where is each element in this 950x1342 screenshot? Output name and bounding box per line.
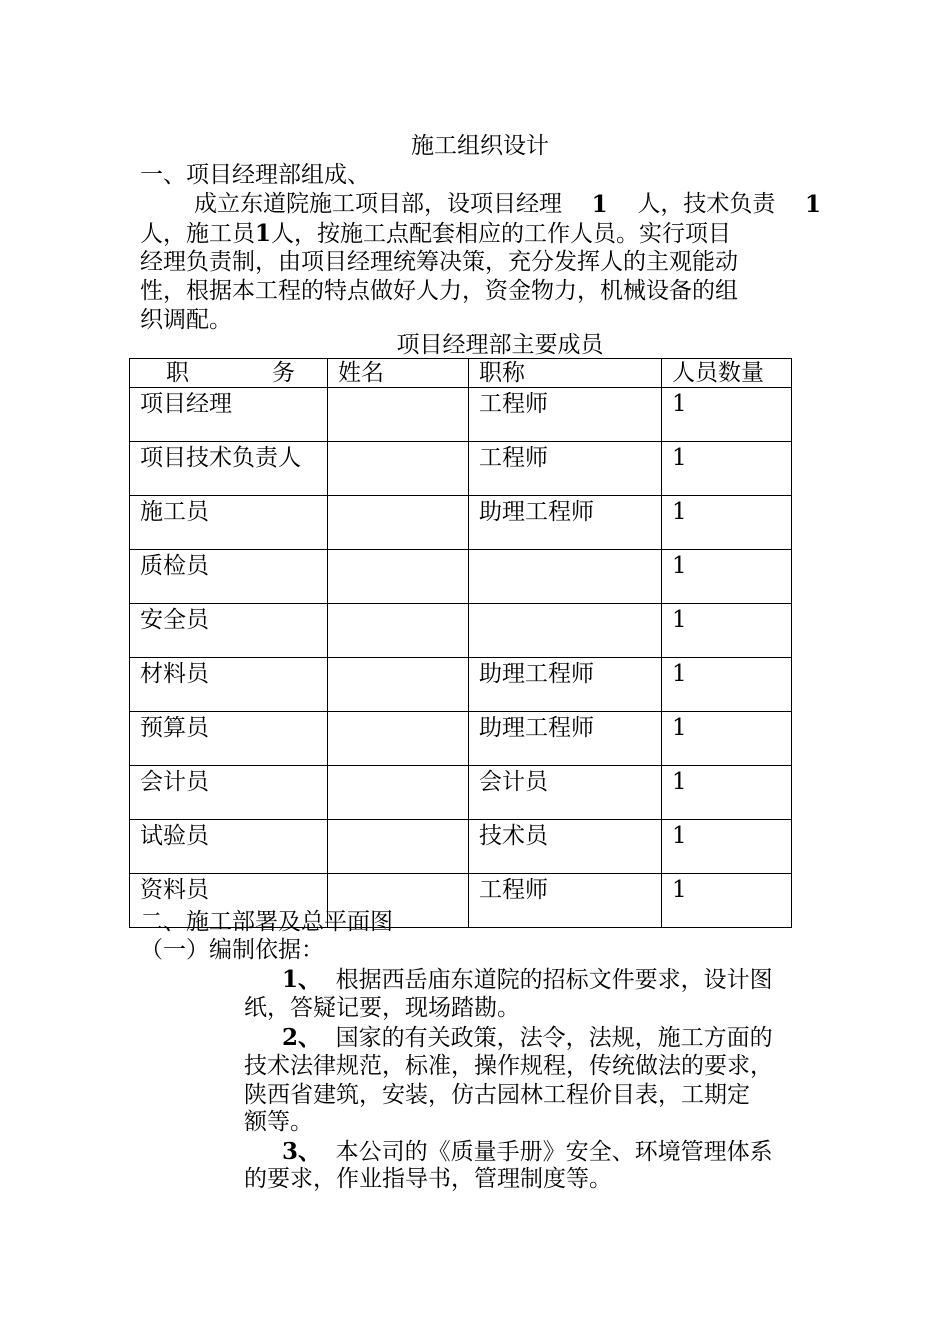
cell-count: 1: [662, 442, 792, 496]
table-row: [130, 442, 792, 496]
cell-name: [328, 550, 469, 604]
cell-position: 会计员: [130, 766, 328, 820]
item-number: 2、: [282, 1024, 322, 1051]
basis-item-2-line3: 陕西省建筑，安装，仿古园林工程价目表，工期定: [244, 1082, 750, 1108]
table-row: [130, 550, 792, 604]
table-row: [130, 712, 792, 766]
cell-name: [328, 712, 469, 766]
cell-count: 1: [662, 604, 792, 658]
cell-count: 1: [662, 712, 792, 766]
header-position: [130, 359, 328, 388]
cell-title: 工程师: [469, 442, 662, 496]
basis-item-3-line1: [282, 1137, 773, 1167]
para-number: 1: [255, 220, 272, 247]
section2-heading: 二、施工部署及总平面图: [140, 909, 393, 935]
document-title: 施工组织设计: [411, 133, 549, 159]
cell-count: 1: [662, 766, 792, 820]
cell-title: 工程师: [469, 874, 662, 928]
cell-title: 助理工程师: [469, 496, 662, 550]
table-row: [130, 766, 792, 820]
table-row: [130, 388, 792, 442]
table-row: [130, 604, 792, 658]
cell-title: [469, 550, 662, 604]
cell-count: 1: [662, 550, 792, 604]
cell-title: 技术员: [469, 820, 662, 874]
cell-position: 试验员: [130, 820, 328, 874]
cell-name: [328, 388, 469, 442]
cell-count: 1: [662, 874, 792, 928]
basis-item-1-line2: 纸，答疑记要，现场踏勘。: [244, 995, 520, 1021]
section1-para-line2: [140, 219, 731, 249]
cell-title: 会计员: [469, 766, 662, 820]
header-count: 人员数量: [662, 359, 792, 388]
cell-title: 工程师: [469, 388, 662, 442]
para-number: 1: [591, 191, 608, 218]
section1-para-line5: 织调配。: [140, 307, 232, 333]
table-row: [130, 820, 792, 874]
basis-item-2-line1: [282, 1023, 773, 1053]
section1-heading: 一、项目经理部组成、: [140, 162, 370, 188]
header-name: 姓名: [328, 359, 469, 388]
cell-position: 预算员: [130, 712, 328, 766]
para-text: 人，施工员: [140, 221, 255, 247]
cell-position: 施工员: [130, 496, 328, 550]
section1-para-line3: 经理负责制，由项目经理统筹决策，充分发挥人的主观能动: [140, 249, 738, 275]
table-row: [130, 496, 792, 550]
cell-position: 资料员: [130, 874, 328, 928]
para-number: 1: [804, 191, 821, 218]
section2-subheading: （一）编制依据：: [140, 937, 324, 963]
cell-title: 助理工程师: [469, 658, 662, 712]
header-position-char1: 职: [166, 360, 189, 386]
basis-item-3-line2: 的要求，作业指导书，管理制度等。: [244, 1166, 612, 1192]
members-table: [129, 358, 792, 928]
cell-count: 1: [662, 388, 792, 442]
item-number: 1、: [282, 966, 322, 993]
cell-position: 材料员: [130, 658, 328, 712]
cell-name: [328, 766, 469, 820]
cell-count: 1: [662, 658, 792, 712]
section1-para-line4: 性，根据本工程的特点做好人力，资金物力，机械设备的组: [140, 278, 738, 304]
cell-title: 助理工程师: [469, 712, 662, 766]
cell-count: 1: [662, 820, 792, 874]
cell-position: 项目经理: [130, 388, 328, 442]
table-header-row: [130, 359, 792, 388]
cell-title: [469, 604, 662, 658]
item-text: 根据西岳庙东道院的招标文件要求，设计图: [335, 967, 773, 993]
header-title: 职称: [469, 359, 662, 388]
cell-name: [328, 820, 469, 874]
item-text: 本公司的《质量手册》安全、环境管理体系: [335, 1139, 773, 1165]
header-position-char2: 务: [272, 360, 295, 386]
para-text: 成立东道院施工项目部，设项目经理: [194, 191, 562, 217]
cell-position: 质检员: [130, 550, 328, 604]
cell-name: [328, 496, 469, 550]
cell-name: [328, 604, 469, 658]
item-number: 3、: [282, 1138, 322, 1165]
cell-position: 项目技术负责人: [130, 442, 328, 496]
basis-item-2-line4: 额等。: [244, 1109, 313, 1135]
basis-item-1-line1: [282, 965, 773, 995]
cell-position: 安全员: [130, 604, 328, 658]
cell-name: [328, 658, 469, 712]
section1-para-line1: [194, 190, 821, 219]
item-text: 国家的有关政策，法令，法规，施工方面的: [335, 1025, 773, 1051]
cell-name: [328, 442, 469, 496]
cell-count: 1: [662, 496, 792, 550]
para-text: 人，按施工点配套相应的工作人员。实行项目: [271, 221, 732, 247]
table-caption: 项目经理部主要成员: [396, 332, 604, 358]
basis-item-2-line2: 技术法律规范，标准，操作规程，传统做法的要求，: [244, 1053, 773, 1079]
table-row: [130, 658, 792, 712]
para-text: 人，技术负责: [637, 191, 776, 217]
